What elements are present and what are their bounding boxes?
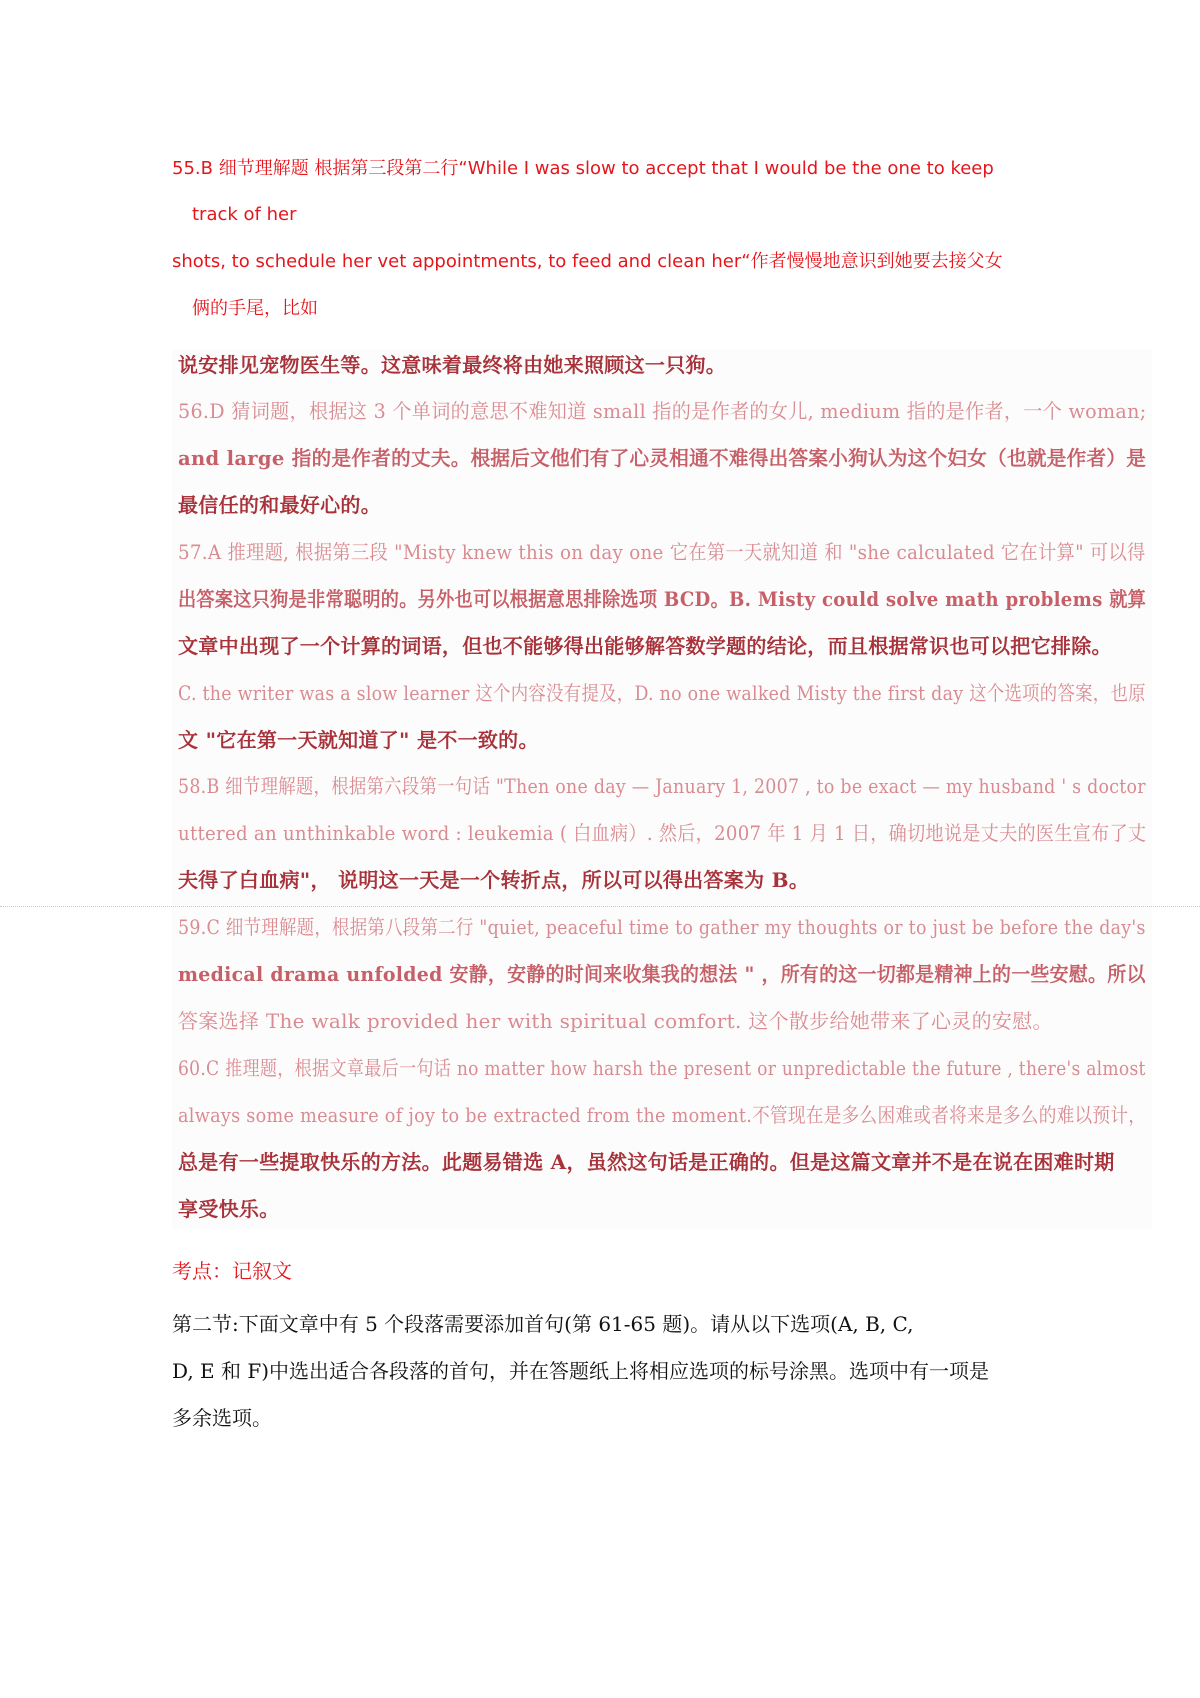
scan-line: 说安排见宠物医生等。这意味着最终将由她来照顾这一只狗。: [178, 353, 727, 377]
scan-line: 文章中出现了一个计算的词语，但也不能够得出能够解答数学题的结论，而且根据常识也可以把它排除。: [178, 634, 1112, 658]
scan-line: 答案选择 The walk provided her with spiritual comfort. 这个散步给她带来了心灵的安慰。: [178, 1009, 1053, 1033]
scan-line: C. the writer was a slow learner 这个内容没有提及，D. no one walked Misty the first day 这个选项的答案，也原: [178, 681, 1146, 705]
answer-55-line-3: shots, to schedule her vet appointments, to feed and clean her“作者慢慢地意识到她要去接父女: [172, 251, 1003, 272]
section-2-line-2: D, E 和 F)中选出适合各段落的首句，并在答题纸上将相应选项的标号涂黑。选项中有一项是: [172, 1359, 990, 1383]
scan-line: 最信任的和最好心的。: [178, 493, 381, 517]
answer-55-line-4: 俩的手尾，比如: [192, 298, 318, 319]
section-2-line-1: 第二节:下面文章中有 5 个段落需要添加首句(第 61-65 题)。请从以下选项(A, B, C,: [172, 1312, 914, 1336]
test-point-label: 考点：记叙文: [172, 1259, 292, 1283]
scan-line: 享受快乐。: [178, 1197, 280, 1221]
answer-55-line-2: track of her: [192, 204, 297, 225]
scan-line: always some measure of joy to be extracted from the moment.不管现在是多么困难或者将来是多么的难以预计，: [178, 1103, 1147, 1127]
scan-line: 文 "它在第一天就知道了" 是不一致的。: [178, 728, 539, 752]
scan-line: 夫得了白血病"， 说明这一天是一个转折点，所以可以得出答案为 B。: [178, 868, 810, 892]
scan-line: 总是有一些提取快乐的方法。此题易错选 A，虽然这句话是正确的。但是这篇文章并不是在说在困难时期: [178, 1150, 1115, 1174]
scan-line: 58.B 细节理解题，根据第六段第一句话 "Then one day — January 1, 2007 , to be exact — my husband ' s doctor: [178, 774, 1146, 798]
page-divider: [0, 906, 1200, 907]
scan-line: 57.A 推理题, 根据第三段 "Misty knew this on day one 它在第一天就知道 和 "she calculated 它在计算" 可以得: [178, 540, 1146, 564]
scan-line: uttered an unthinkable word : leukemia ( 白血病）. 然后，2007 年 1 月 1 日，确切地说是丈夫的医生宣布了丈: [178, 821, 1147, 845]
scan-line: 60.C 推理题，根据文章最后一句话 no matter how harsh the present or unpredictable the future , there's almost: [178, 1056, 1146, 1080]
scan-line: 59.C 细节理解题，根据第八段第二行 "quiet, peaceful time to gather my thoughts or to just be before the day's: [178, 915, 1146, 939]
scanned-answer-image: [172, 350, 1152, 1230]
scan-line: medical drama unfolded 安静，安静的时间来收集我的想法 " ，所有的这一切都是精神上的一些安慰。所以: [178, 962, 1146, 986]
scan-line: 56.D 猜词题，根据这 3 个单词的意思不难知道 small 指的是作者的女儿, medium 指的是作者，一个 woman;: [178, 399, 1147, 423]
answer-55-line-1: 55.B 细节理解题 根据第三段第二行“While I was slow to accept that I would be the one to keep: [172, 158, 994, 179]
scan-line: and large 指的是作者的丈夫。根据后文他们有了心灵相通不难得出答案小狗认为这个妇女（也就是作者）是: [178, 446, 1147, 470]
section-2-line-3: 多余选项。: [172, 1406, 272, 1430]
scan-line: 出答案这只狗是非常聪明的。另外也可以根据意思排除选项 BCD。B. Misty could solve math problems 就算: [178, 587, 1147, 611]
